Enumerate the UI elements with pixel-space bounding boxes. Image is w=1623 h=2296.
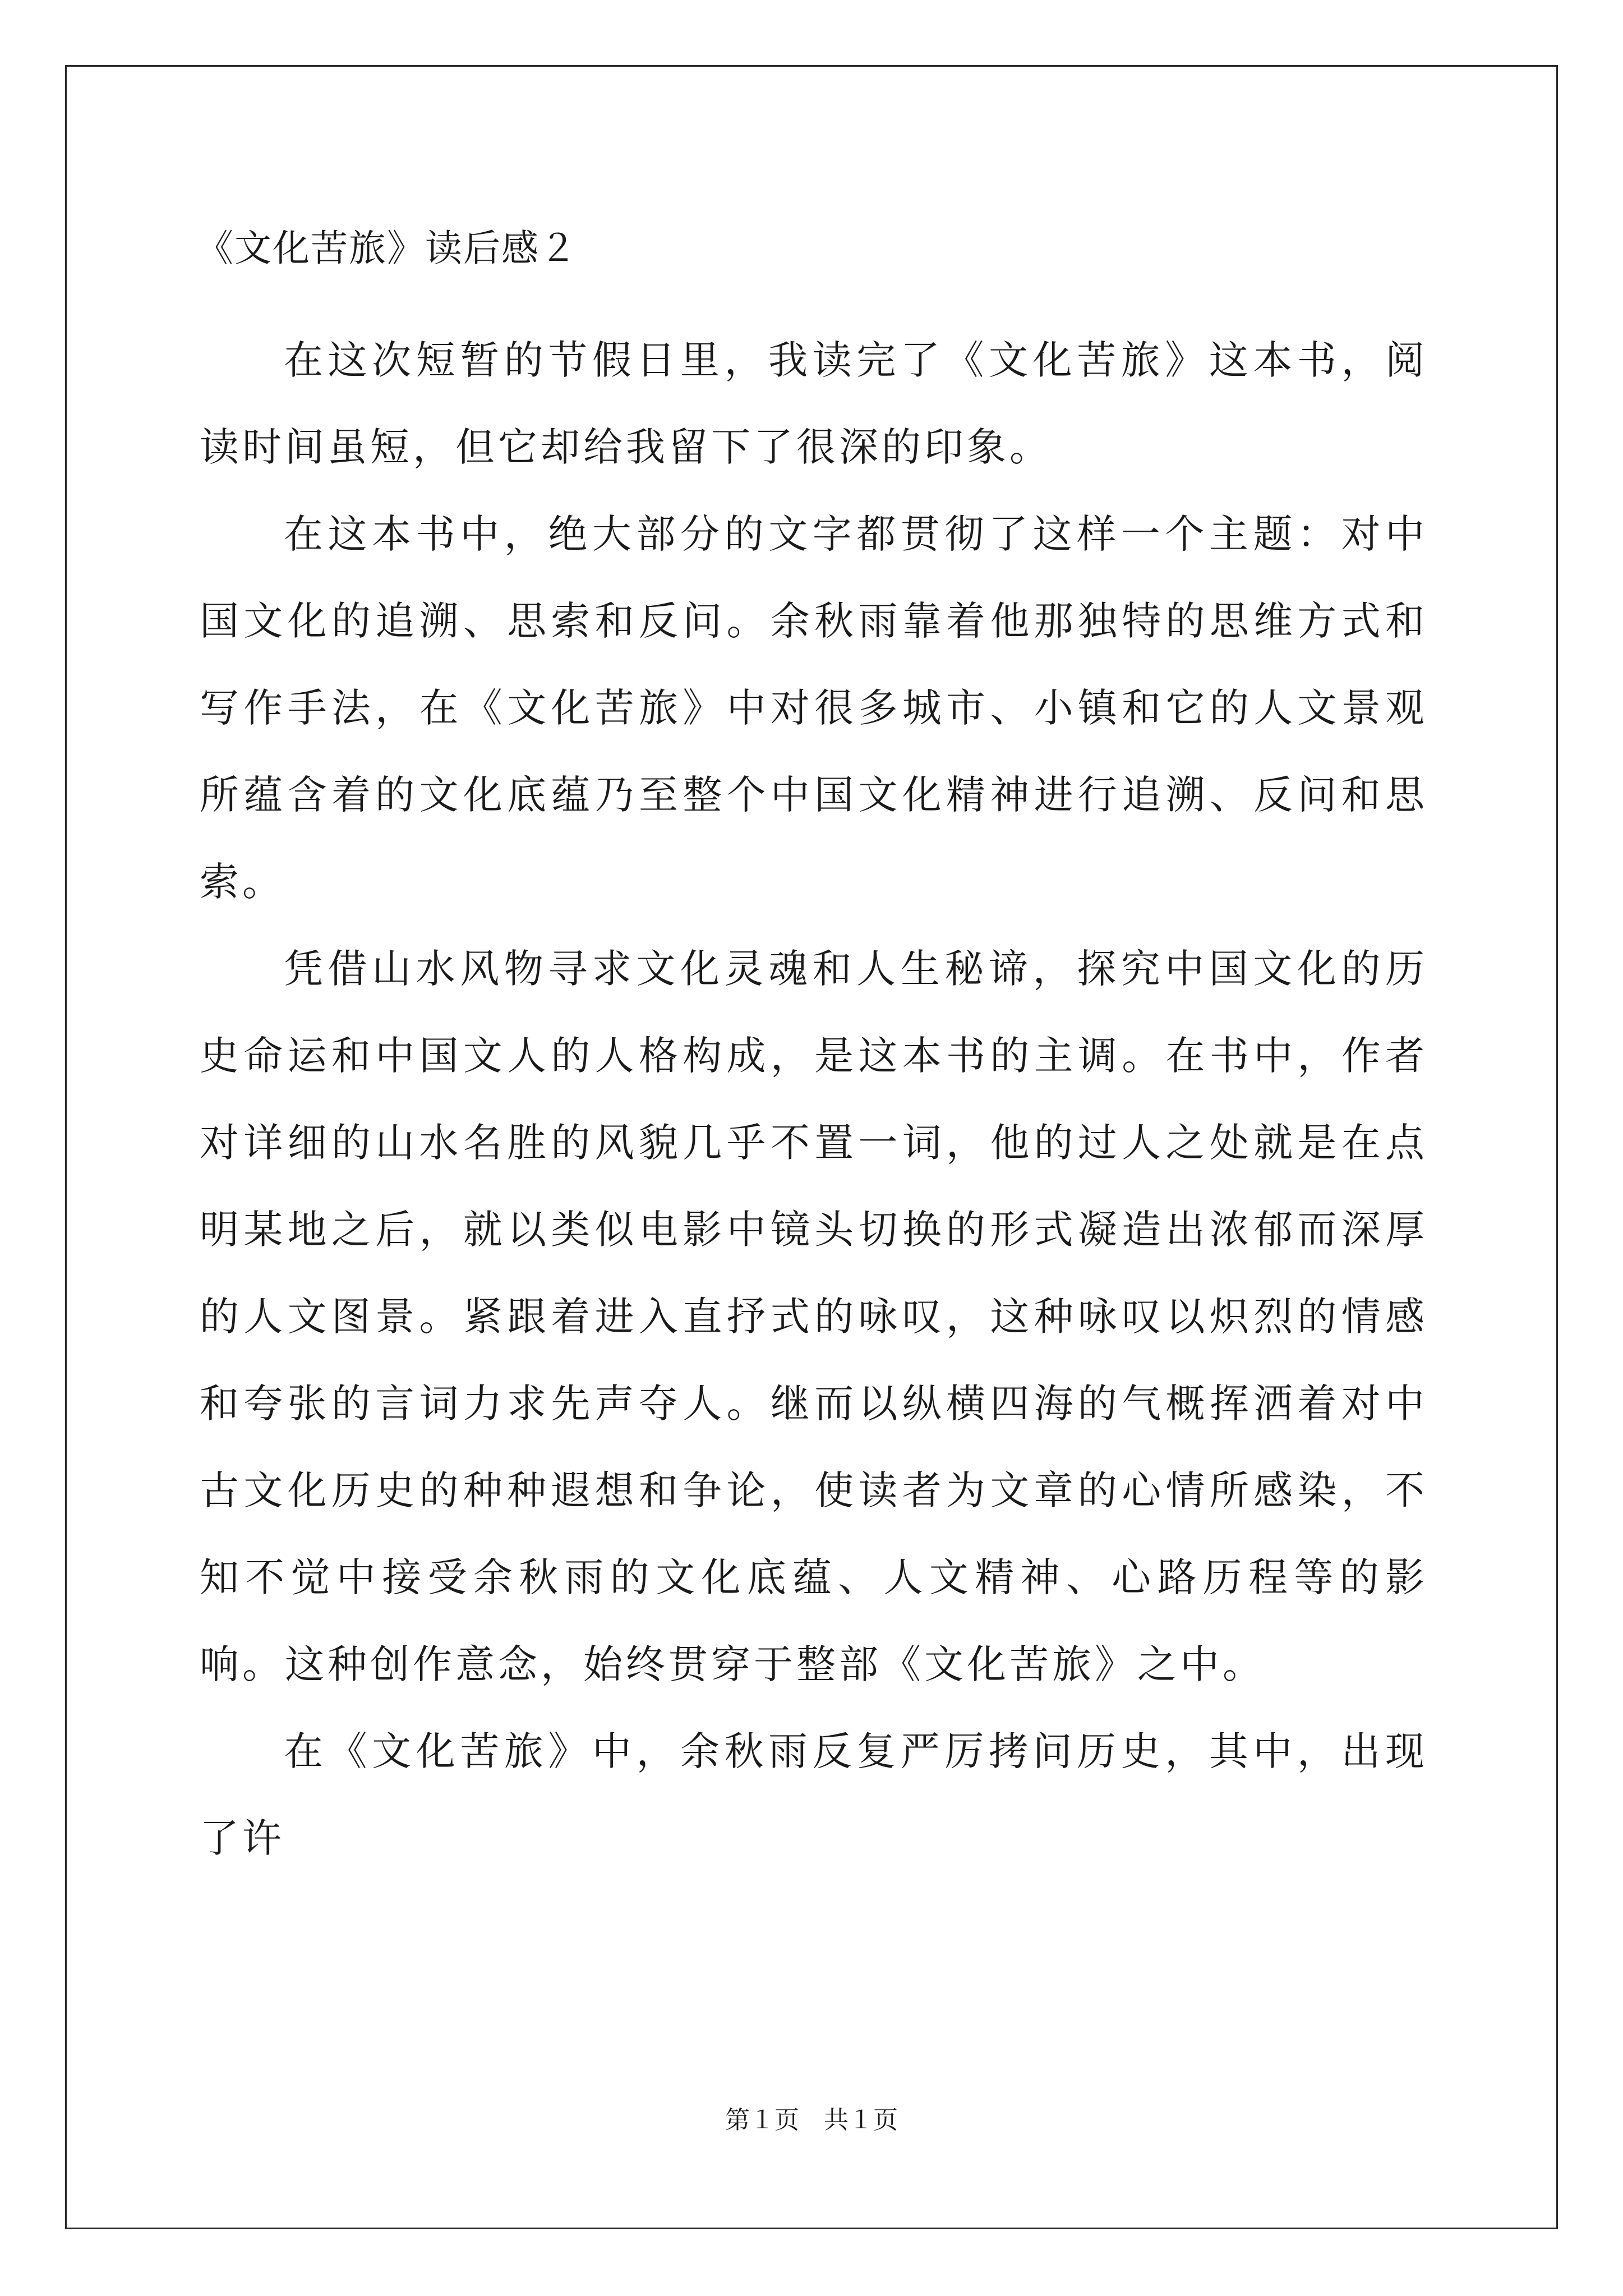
document-body [200, 317, 1428, 1882]
paragraph: 凭借山水风物寻求文化灵魂和人生秘谛，探究中国文化的历史命运和中国文人的人格构成，是这本书的主调。在书中，作者对详细的山水名胜的风貌几乎不置一词，他的过人之处就是在点明某地之后，就以类似电影中镜头切换的形式凝造出浓郁而深厚的人文图景。紧跟着进入直抒式的咏叹，这种咏叹以炽烈的情感和夸张的言词力求先声夺人。继而以纵横四海的气概挥洒着对中古文化历史的种种遐想和争论，使读者为文章的心情所感染，不知不觉中接受余秋雨的文化底蕴、人文精神、心路历程等的影响。这种创作意念，始终贯穿于整部《文化苦旅》之中。 [200, 946, 1428, 1687]
paragraph: 在《文化苦旅》中，余秋雨反复严厉拷问历史，其中，出现了许 [200, 1728, 1428, 1861]
paragraph: 在这本书中，绝大部分的文字都贯彻了这样一个主题：对中国文化的追溯、思索和反问。余秋雨靠着他那独特的思维方式和写作手法，在《文化苦旅》中对很多城市、小镇和它的人文景观所蕴含着的文化底蕴乃至整个中国文化精神进行追溯、反问和思索。 [200, 511, 1428, 905]
paragraph: 在这次短暂的节假日里，我读完了《文化苦旅》这本书，阅读时间虽短，但它却给我留下了很深的印象。 [200, 337, 1428, 470]
document-title: 《文化苦旅》读后感２ [196, 227, 578, 270]
page-footer: 第１页 共１页 [725, 2106, 898, 2134]
